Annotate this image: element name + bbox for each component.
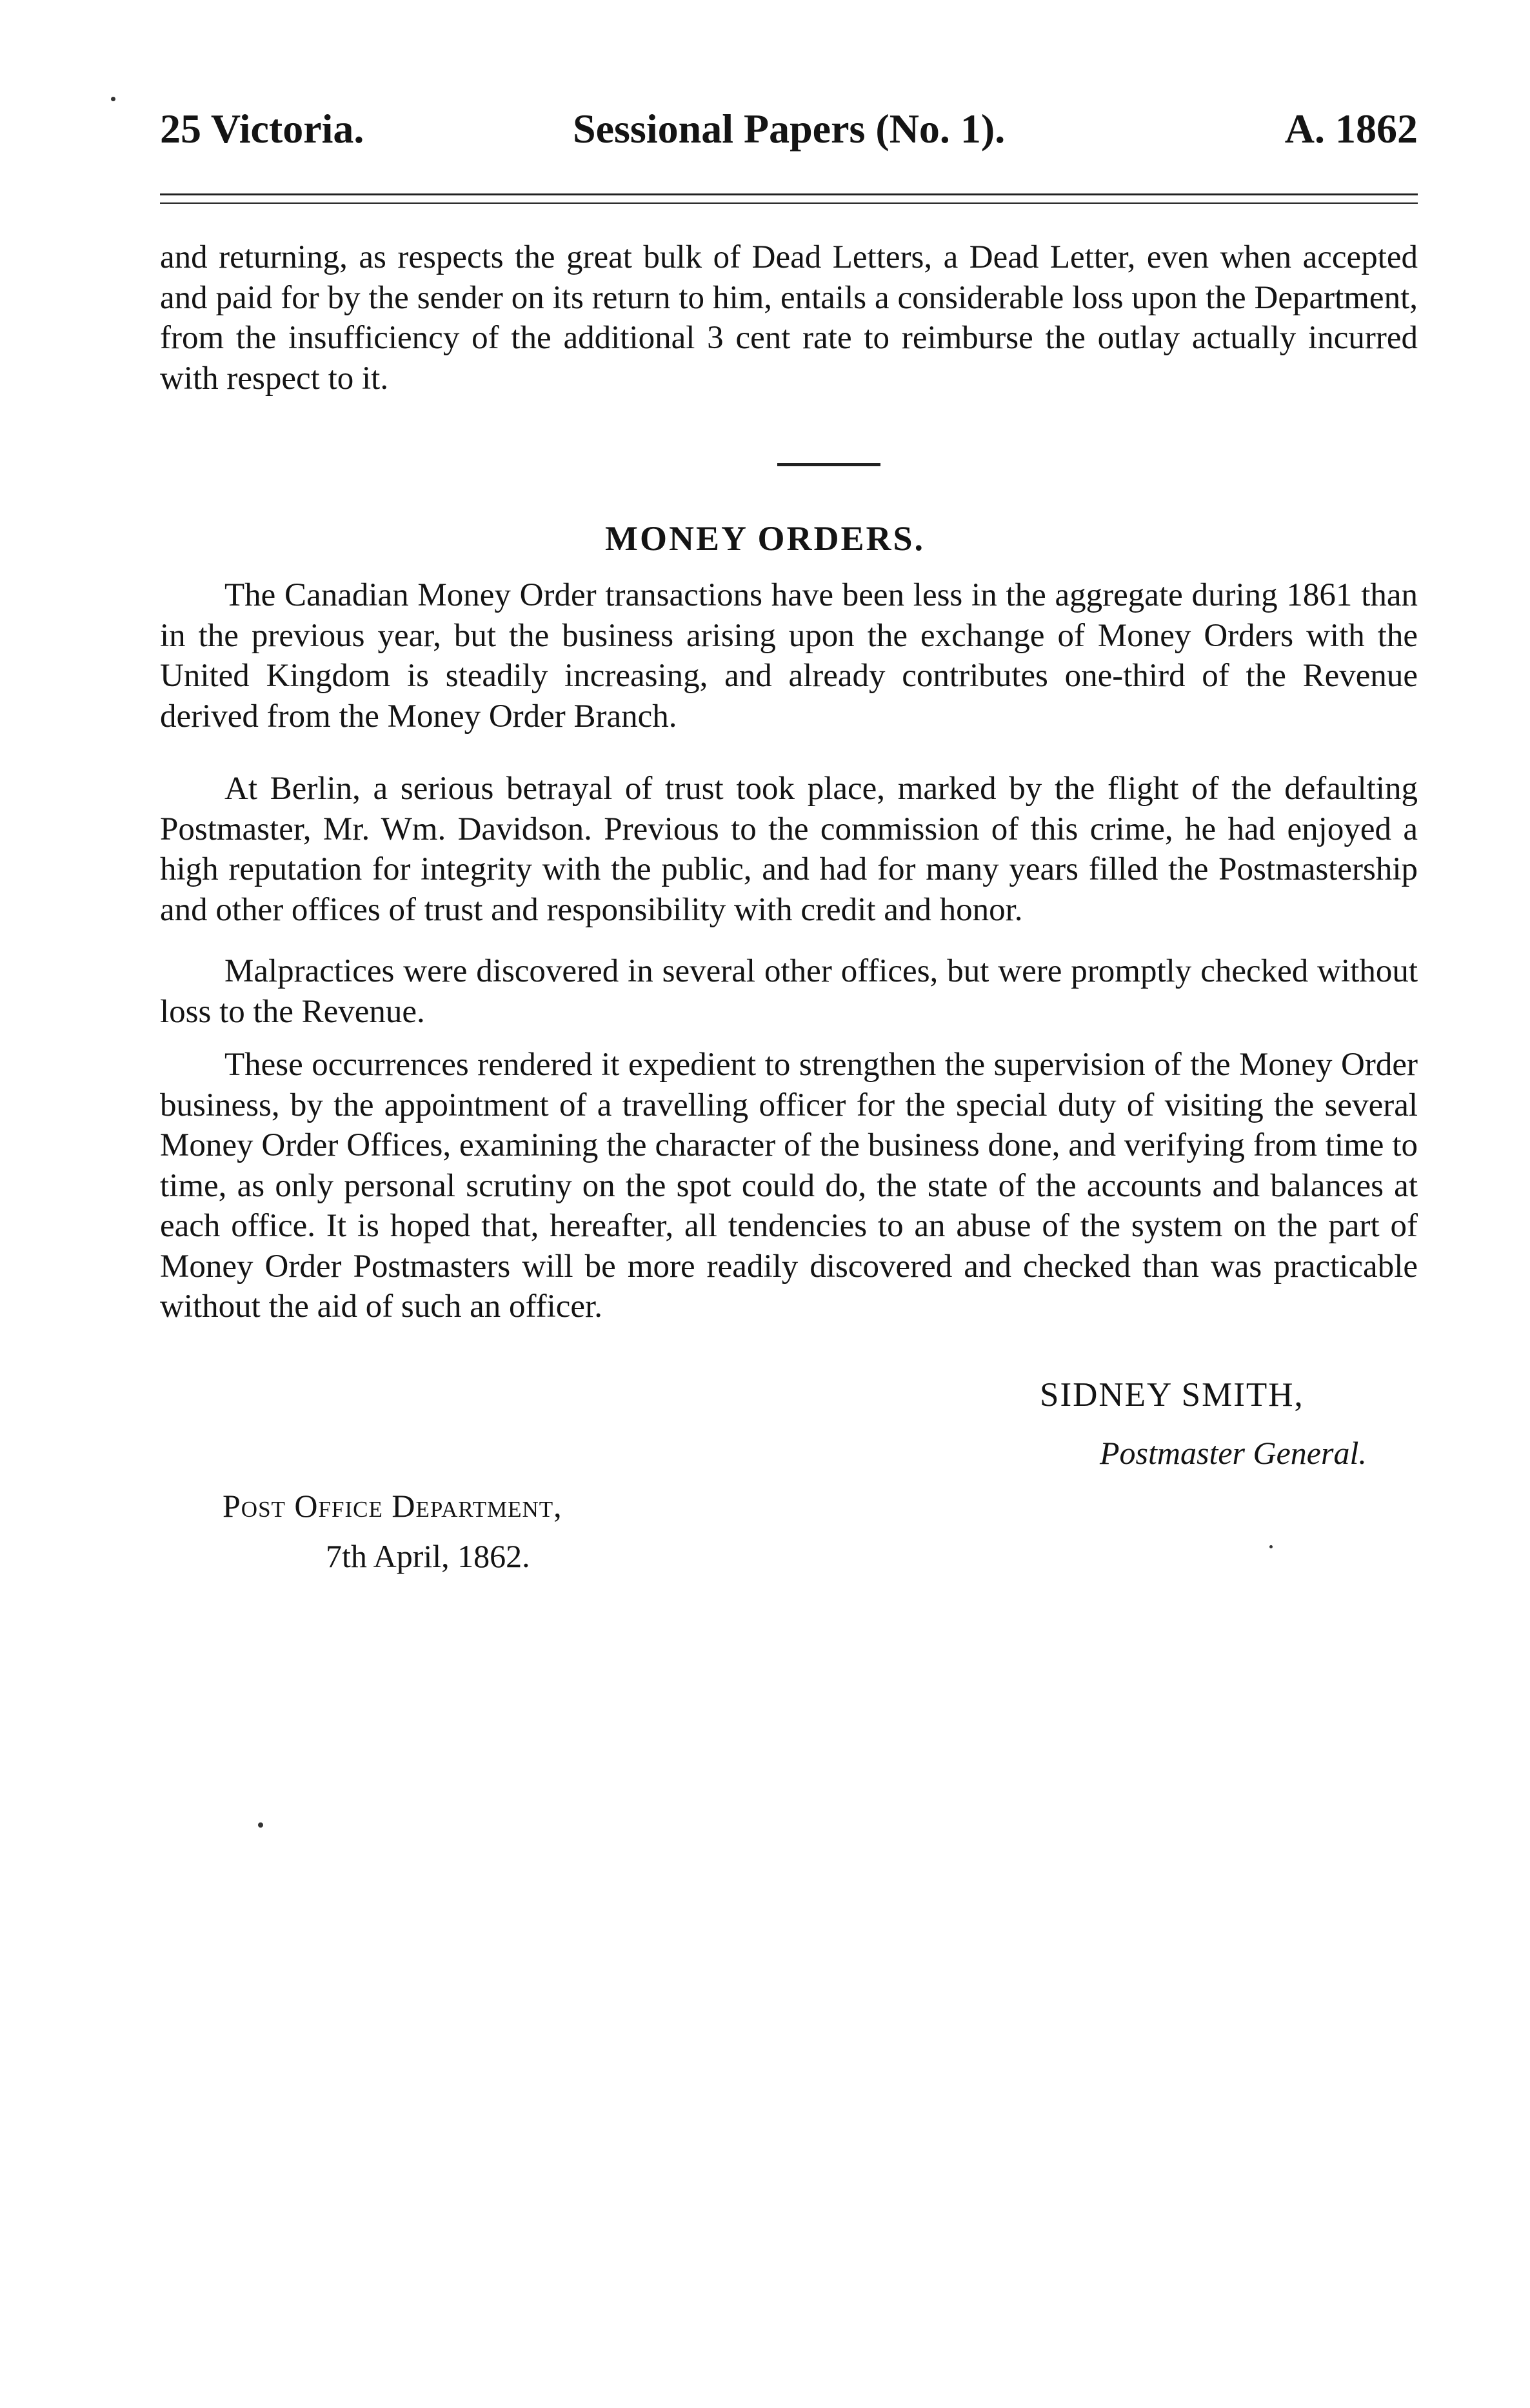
page-header: [160, 103, 1418, 155]
scan-speck: [111, 97, 115, 101]
paragraph-berlin-betrayal: At Berlin, a serious betrayal of trust took place, marked by the flight of the defaulting Postmaster, Mr. Wm. Davidson. Previous to the commission of this crime, he had enjoyed a high reputation for integrity with the public, and had for many years filled the Postmastership and other offices of trust and responsibility with credit and honor.: [160, 771, 1418, 928]
signature-name: SIDNEY SMITH,: [1040, 1376, 1304, 1414]
dateline-department: Post Office Department,: [223, 1488, 562, 1524]
intro-paragraph: and returning, as respects the great bulk of Dead Letters, a Dead Letter, even when accepted and paid for by the sender on its return to him, entails a considerable loss upon the Department, from the insufficiency of the additional 3 cent rate to reimburse the outlay actually incurred with respect to it.: [160, 239, 1418, 397]
header-volume: 25 Victoria.: [160, 106, 364, 152]
header-rule-top: [160, 193, 1418, 195]
scan-speck: [258, 1822, 263, 1828]
header-rule-bottom: [160, 202, 1418, 204]
scan-speck: [1269, 1545, 1273, 1548]
header-year: A. 1862: [1284, 106, 1418, 152]
section-divider: [777, 463, 880, 466]
header-sessional-papers: Sessional Papers (No. 1).: [573, 106, 1006, 152]
signature-title: Postmaster General.: [1100, 1435, 1367, 1471]
paragraph-malpractices: Malpractices were discovered in several other offices, but were promptly checked without loss to the Revenue.: [160, 953, 1418, 1030]
paragraph-supervision: These occurrences rendered it expedient to strengthen the supervision of the Money Order business, by the appointment of a travelling officer for the special duty of visiting the several Money Order Offices, examining the character of the business done, and verifying from time to time, as only personal scrutiny on the spot could do, the state of the accounts and balances at each office. It is hoped that, hereafter, all tendencies to an abuse of the system on the part of Money Order Postmasters will be more readily discovered and checked than was practicable without the aid of such an officer.: [160, 1047, 1418, 1325]
dateline-date: 7th April, 1862.: [326, 1538, 530, 1574]
paragraph-money-order-transactions: The Canadian Money Order transactions have been less in the aggregate during 1861 than in the previous year, but the business arising upon the exchange of Money Orders with the United Kingdom is steadily increasing, and already contributes one-third of the Revenue derived from the Money Order Branch.: [160, 577, 1418, 735]
section-title: MONEY ORDERS.: [604, 519, 926, 558]
